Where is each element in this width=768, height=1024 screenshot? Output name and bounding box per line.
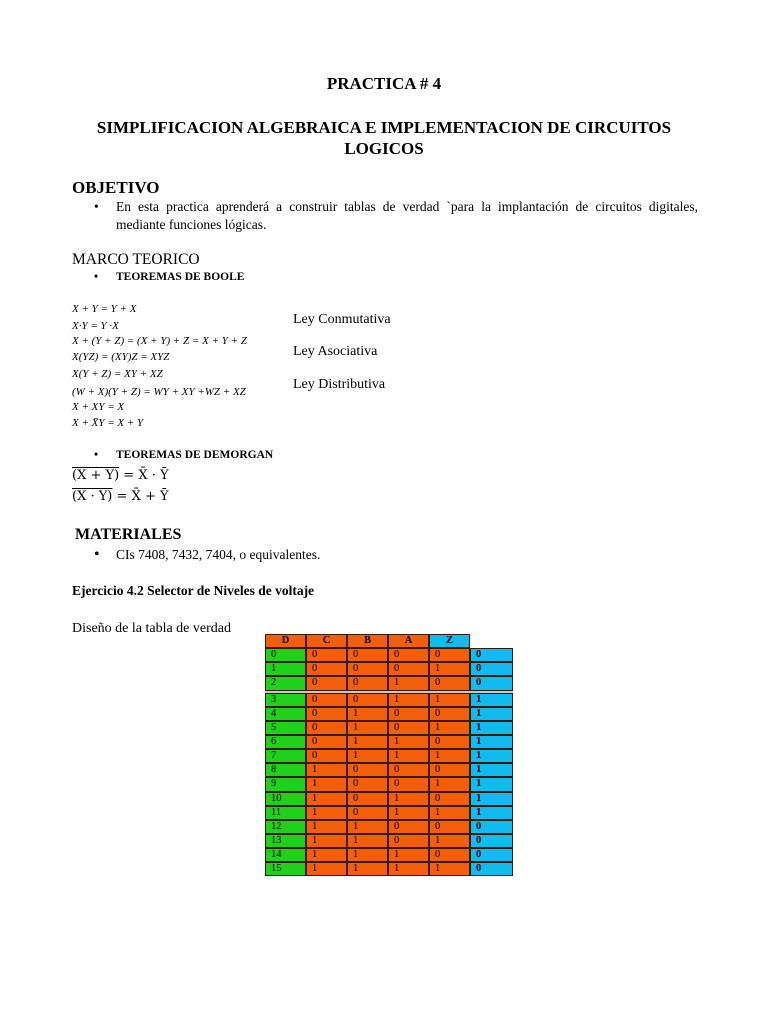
input-cell: 1 [306, 777, 347, 791]
input-cell: 1 [429, 693, 470, 707]
boole-label: TEOREMAS DE BOOLE [116, 271, 245, 283]
table-row [265, 648, 513, 662]
bullet-dot: • [94, 199, 99, 214]
row-index-cell: 3 [265, 693, 306, 707]
formula-absorption: X + XY = X [72, 401, 125, 413]
output-cell: 1 [470, 721, 513, 735]
input-cell: 0 [347, 792, 388, 806]
input-cell: 1 [306, 848, 347, 862]
formula-distributive: X(Y + Z) = XY + XZ [72, 368, 163, 380]
row-index-cell: 1 [265, 662, 306, 676]
materiales-heading: MATERIALES [75, 526, 182, 543]
input-cell: 1 [388, 676, 429, 690]
output-cell: 1 [470, 806, 513, 820]
input-cell: 0 [429, 763, 470, 777]
input-cell: 1 [347, 862, 388, 876]
input-cell: 1 [306, 820, 347, 834]
header-cell-d: D [265, 634, 306, 648]
header-cell-z: Z [429, 634, 470, 648]
input-cell: 0 [306, 662, 347, 676]
input-cell: 0 [306, 707, 347, 721]
output-cell: 0 [470, 648, 513, 662]
formula-associative-product: X(YZ) = (XY)Z = XYZ [72, 351, 170, 363]
input-cell: 1 [388, 848, 429, 862]
table-row [265, 693, 513, 707]
table-row [265, 763, 513, 777]
demorgan-1-eq: = [123, 468, 135, 483]
output-cell: 0 [470, 662, 513, 676]
output-cell: 0 [470, 676, 513, 690]
output-cell: 1 [470, 707, 513, 721]
table-header-row [265, 634, 513, 648]
formula-commutative-sum: X + Y = Y + X [72, 303, 137, 315]
bullet-dot: • [94, 546, 100, 563]
input-cell: 1 [347, 820, 388, 834]
row-index-cell: 6 [265, 735, 306, 749]
input-cell: 1 [347, 834, 388, 848]
demorgan-2-rhs: X̄ + Ȳ [131, 489, 169, 504]
header-cell-a: A [388, 634, 429, 648]
input-cell: 0 [388, 834, 429, 848]
formula-associative-sum: X + (Y + Z) = (X + Y) + Z = X + Y + Z [72, 335, 247, 347]
input-cell: 1 [347, 721, 388, 735]
bullet-dot: • [94, 449, 99, 461]
demorgan-bullet [94, 449, 273, 461]
demorgan-formula-2 [72, 489, 169, 504]
input-cell: 0 [347, 662, 388, 676]
row-index-cell: 10 [265, 792, 306, 806]
boole-bullet [94, 271, 244, 283]
row-index-cell: 7 [265, 749, 306, 763]
output-cell: 1 [470, 792, 513, 806]
table-row [265, 862, 513, 876]
input-cell: 0 [429, 792, 470, 806]
output-cell: 1 [470, 735, 513, 749]
row-index-cell: 14 [265, 848, 306, 862]
input-cell: 0 [306, 676, 347, 690]
row-index-cell: 13 [265, 834, 306, 848]
table-row [265, 820, 513, 834]
input-cell: 0 [388, 721, 429, 735]
table-row [265, 707, 513, 721]
input-cell: 1 [388, 862, 429, 876]
input-cell: 0 [388, 707, 429, 721]
objetivo-heading: OBJETIVO [72, 178, 160, 197]
output-cell: 1 [470, 777, 513, 791]
table-row [265, 721, 513, 735]
row-index-cell: 5 [265, 721, 306, 735]
ejercicio-heading: Ejercicio 4.2 Selector de Niveles de voltaje [72, 583, 315, 598]
input-cell: 0 [347, 676, 388, 690]
table-row [265, 792, 513, 806]
input-cell: 1 [347, 749, 388, 763]
input-cell: 1 [429, 806, 470, 820]
materiales-bullet [94, 546, 320, 564]
input-cell: 0 [347, 763, 388, 777]
input-cell: 1 [306, 806, 347, 820]
row-index-cell: 8 [265, 763, 306, 777]
input-cell: 0 [429, 848, 470, 862]
input-cell: 0 [306, 749, 347, 763]
demorgan-1-rhs: X̄ · Ȳ [138, 468, 169, 483]
law-distributiva: Ley Distributiva [293, 377, 386, 392]
demorgan-label: TEOREMAS DE DEMORGAN [116, 449, 274, 461]
row-index-cell: 2 [265, 676, 306, 690]
input-cell: 1 [347, 735, 388, 749]
input-cell: 1 [388, 792, 429, 806]
demorgan-2-lhs: (X · Y) [72, 489, 113, 504]
input-cell: 0 [306, 648, 347, 662]
input-cell: 1 [388, 735, 429, 749]
input-cell: 0 [429, 820, 470, 834]
row-index-cell: 4 [265, 707, 306, 721]
row-index-cell: 15 [265, 862, 306, 876]
bullet-dot: • [94, 271, 99, 283]
truth-table-label: Diseño de la tabla de verdad [72, 621, 231, 636]
table-row [265, 834, 513, 848]
input-cell: 0 [388, 820, 429, 834]
output-cell: 0 [470, 862, 513, 876]
row-index-cell: 9 [265, 777, 306, 791]
input-cell: 0 [306, 735, 347, 749]
input-cell: 0 [388, 777, 429, 791]
formula-commutative-product: X·Y = Y ·X [72, 320, 119, 332]
input-cell: 1 [306, 763, 347, 777]
table-row [265, 848, 513, 862]
marco-teorico-heading: MARCO TEORICO [72, 251, 200, 268]
input-cell: 0 [429, 676, 470, 690]
input-cell: 1 [429, 662, 470, 676]
input-cell: 0 [347, 777, 388, 791]
input-cell: 1 [347, 707, 388, 721]
page-title: SIMPLIFICACION ALGEBRAICA E IMPLEMENTACION DE CIRCUITOS LOGICOS [96, 118, 672, 158]
row-index-cell: 12 [265, 820, 306, 834]
demorgan-1-lhs: (X + Y) [72, 468, 120, 483]
input-cell: 0 [306, 693, 347, 707]
header-cell-c: C [306, 634, 347, 648]
input-cell: 1 [429, 862, 470, 876]
input-cell: 1 [388, 693, 429, 707]
formula-absorption-complement: X + X̄Y = X + Y [72, 417, 144, 429]
practice-number-title: PRACTICA # 4 [326, 74, 442, 93]
table-row [265, 735, 513, 749]
output-cell: 0 [470, 820, 513, 834]
input-cell: 0 [429, 707, 470, 721]
input-cell: 0 [347, 648, 388, 662]
input-cell: 0 [429, 648, 470, 662]
input-cell: 0 [429, 735, 470, 749]
output-cell: 1 [470, 763, 513, 777]
input-cell: 0 [347, 806, 388, 820]
materiales-text: CIs 7408, 7432, 7404, o equivalentes. [116, 547, 321, 562]
truth-table [265, 634, 513, 876]
input-cell: 0 [347, 693, 388, 707]
input-cell: 1 [429, 749, 470, 763]
row-index-cell: 0 [265, 648, 306, 662]
demorgan-2-eq: = [116, 489, 128, 504]
input-cell: 1 [306, 862, 347, 876]
input-cell: 1 [429, 834, 470, 848]
table-row [265, 806, 513, 820]
input-cell: 1 [388, 749, 429, 763]
formula-distributive-expanded: (W + X)(Y + Z) = WY + XY +WZ + XZ [72, 386, 246, 398]
output-cell: 0 [470, 834, 513, 848]
table-row [265, 676, 513, 692]
input-cell: 0 [388, 648, 429, 662]
output-cell: 1 [470, 749, 513, 763]
objetivo-bullet [94, 198, 698, 234]
input-cell: 1 [429, 721, 470, 735]
header-cell-b: B [347, 634, 388, 648]
table-row [265, 662, 513, 676]
row-index-cell: 11 [265, 806, 306, 820]
output-cell: 1 [470, 693, 513, 707]
table-row [265, 777, 513, 791]
objetivo-text: En esta practica aprenderá a construir tablas de verdad `para la implantación de circuitos digitales, mediante funciones lógicas. [116, 199, 698, 232]
table-row [265, 749, 513, 763]
output-cell: 0 [470, 848, 513, 862]
input-cell: 0 [306, 721, 347, 735]
demorgan-formula-1 [72, 468, 169, 483]
law-conmutativa: Ley Conmutativa [293, 312, 391, 327]
input-cell: 0 [388, 662, 429, 676]
input-cell: 1 [347, 848, 388, 862]
input-cell: 1 [306, 792, 347, 806]
input-cell: 1 [429, 777, 470, 791]
input-cell: 1 [306, 834, 347, 848]
input-cell: 1 [388, 806, 429, 820]
law-asociativa: Ley Asociativa [293, 344, 378, 359]
input-cell: 0 [388, 763, 429, 777]
